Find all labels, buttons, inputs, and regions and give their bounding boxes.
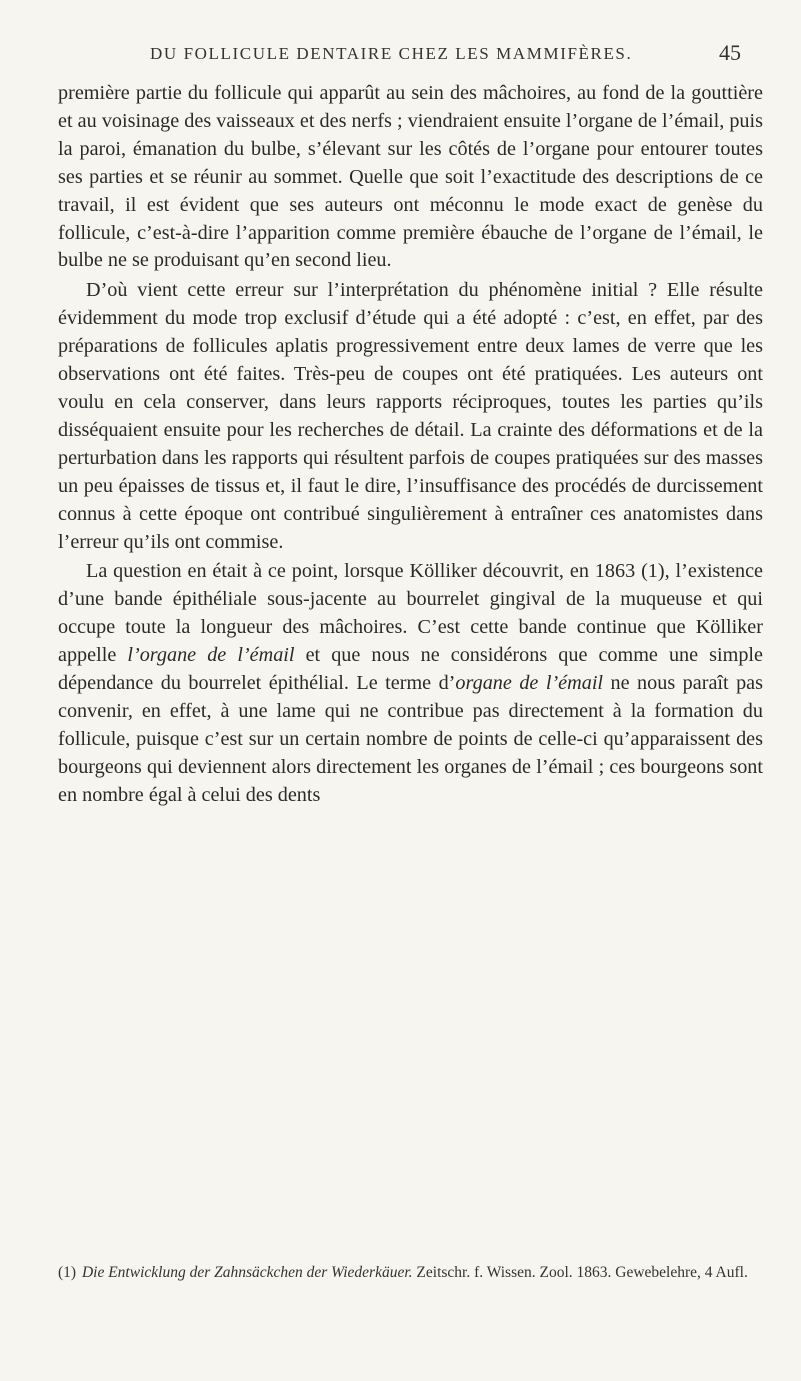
paragraph-2: D’où vient cette erreur sur l’interprétation du phénomène initial ? Elle résulte évidemment du mode trop exclusif d’étude qui a été adopté : c’est, en effet, par des préparations de follicules aplatis progressivement entre deux lames de verre que les observations ont été faites. Très-peu de coupes ont été pratiquées. Les auteurs ont voulu en cela conserver, dans leurs rapports réciproques, toutes les parties qu’ils disséquaient ensuite pour les recherches de détail. La crainte des déformations et de la perturbation dans les rapports qui résultent parfois de coupes pratiquées sur des masses un peu épaisses de tissus et, il faut le dire, l’insuffisance des procédés de durcissement connus à cette époque ont contribué singulièrement à entraîner ces anatomistes dans l’erreur qu’ils ont commise. (58, 279, 763, 553)
footnote-title: Die Entwicklung der Zahnsäckchen der Wiederkäuer. (81, 1264, 413, 1281)
running-title: DU FOLLICULE DENTAIRE CHEZ LES MAMMIFÈRES. (150, 44, 633, 63)
footnote-mark: (1) (58, 1264, 77, 1281)
paragraph-3-text-b: et que nous ne considérons que comme une simple dépendance du bourrelet épithélial. Le terme d’ (58, 644, 763, 695)
paragraph-3-text-c: ne nous paraît pas convenir, en effet, à une lame qui ne contribue pas directement à la formation du follicule, puisque c’est sur un certain nombre de points de celle-ci qu’apparaissent des bourgeons qui deviennent alors directement les organes de l’émail ; ces bourgeons sont en nombre égal à celui des dents (58, 672, 764, 806)
paragraph-3 (58, 558, 763, 809)
body-text (58, 80, 763, 812)
running-head (150, 40, 741, 70)
term-organe-de-lemail: l’organe de l’émail (127, 644, 295, 667)
term-organe-de-lemail-2: organe de l’émail (455, 672, 604, 695)
paragraph-3-text-a: La question en était à ce point, lorsque Kölliker découvrit, en 1863 (1), l’existence d’une bande épithéliale sous-jacente au bourrelet gingival de la muqueuse et qui occupe toute la longueur des mâchoires. C’est cette bande continue que Kölliker appelle (58, 560, 763, 667)
footnote (58, 1262, 763, 1284)
paragraph-1: première partie du follicule qui apparût au sein des mâchoires, au fond de la gouttière et au voisinage des vaisseaux et des nerfs ; viendraient ensuite l’organe de l’émail, puis la paroi, émanation du bulbe, s’élevant sur les côtés de l’organe pour entourer toutes ses parties et se réunir au sommet. Quelle que soit l’exactitude des descriptions de ce travail, il est évident que ses auteurs ont méconnu le mode exact de genèse du follicule, c’est-à-dire l’apparition comme première ébauche de l’organe de l’émail, le bulbe ne se produisant qu’en second lieu. (58, 82, 763, 272)
page-number: 45 (719, 40, 741, 65)
footnote-reference: Zeitschr. f. Wissen. Zool. 1863. Gewebelehre, 4 Aufl. (412, 1264, 748, 1281)
